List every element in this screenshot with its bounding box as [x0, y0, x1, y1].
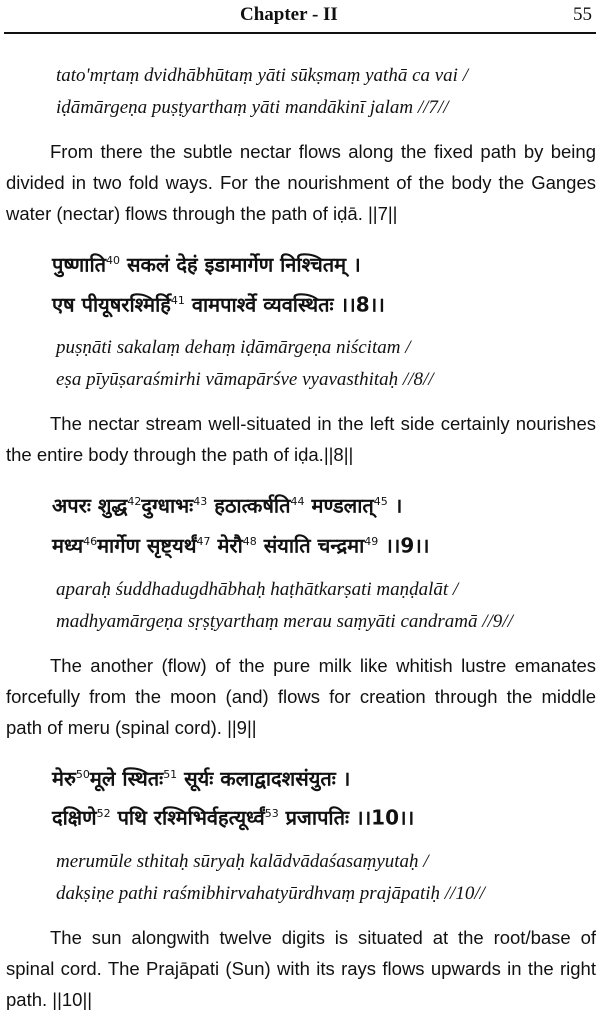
chapter-title: Chapter - II	[240, 4, 338, 25]
page-number: 55	[573, 4, 592, 25]
sanskrit-line: पुष्णाति$^{40}$ सकलं देहं इडामार्गेण निश्चितम् ।	[52, 252, 361, 277]
transliteration-verse-8	[56, 332, 596, 396]
page-header	[0, 0, 600, 34]
translit-line: tato'mṛtaṃ dvidhābhūtaṃ yāti sūkṣmaṃ yathā ca vai /	[56, 65, 468, 86]
sanskrit-verse-9	[52, 484, 596, 563]
translit-line: merumūle sthitaḥ sūryaḥ kalādvādaśasaṃyutaḥ /	[56, 850, 429, 872]
sanskrit-line: एष पीयूषरश्मिर्हि$^{41}$ वामपार्श्वे व्यवस्थितः ।।8।।	[52, 292, 385, 317]
transliteration-verse-10	[56, 846, 596, 910]
sanskrit-line: मेरु$^{50}$मूले स्थितः$^{51}$ सूर्यः कलाद्वादशसंयुतः ।	[52, 766, 351, 791]
translit-line: eṣa pīyūṣaraśmirhi vāmapārśve vyavasthitaḥ //8//	[56, 369, 434, 391]
sanskrit-line: अपरः शुद्ध$^{42}$दुग्धाभः$^{43}$ हठात्कर्षति$^{44}$ मण्डलात्$^{45}$ ।	[52, 493, 403, 518]
sanskrit-line: मध्य$^{46}$मार्गेण सृष्ट्यर्थं$^{47}$ मेरौ$^{48}$ संयाति चन्द्रमा$^{49}$ ।।9।।	[52, 533, 430, 558]
translation-verse-10: The sun alongwith twelve digits is situated at the root/base of spinal cord. The Prajāpati (Sun) with its rays flows upwards in the right path. ||10||	[6, 926, 596, 1010]
header-rule	[4, 32, 596, 34]
transliteration-verse-7	[56, 60, 596, 124]
translit-line: dakṣiṇe pathi raśmibhirvahatyūrdhvaṃ prajāpatiḥ //10//	[56, 882, 485, 904]
translit-line: puṣṇāti sakalaṃ dehaṃ iḍāmārgeṇa niścitam /	[56, 337, 411, 359]
translit-line: iḍāmārgeṇa puṣṭyarthaṃ yāti mandākinī jalam //7//	[56, 97, 449, 118]
translation-verse-9: The another (flow) of the pure milk like whitish lustre emanates forcefully from the moon (and) flows for creation through the middle path of meru (spinal cord). ||9||	[6, 654, 596, 738]
sanskrit-verse-8	[52, 243, 596, 322]
sanskrit-line: दक्षिणे$^{52}$ पथि रश्मिभिर्वहत्यूर्ध्वं$^{53}$ प्रजापतिः ।।10।।	[52, 805, 415, 830]
transliteration-verse-9	[56, 574, 596, 638]
translit-line: aparaḥ śuddhadugdhābhaḥ haṭhātkarṣati maṇḍalāt /	[56, 578, 459, 600]
sanskrit-verse-10	[52, 757, 596, 836]
translation-verse-8: The nectar stream well-situated in the left side certainly nourishes the entire body through the path of iḍa.||8||	[6, 413, 596, 466]
translation-verse-7: From there the subtle nectar flows along the fixed path by being divided in two fold ways. For the nourishment of the body the Ganges water (nectar) flows through the path of iḍā. ||7||	[6, 141, 596, 224]
page-body	[6, 52, 596, 1029]
translit-line: madhyamārgeṇa sṛṣṭyarthaṃ merau saṃyāti candramā //9//	[56, 610, 513, 632]
